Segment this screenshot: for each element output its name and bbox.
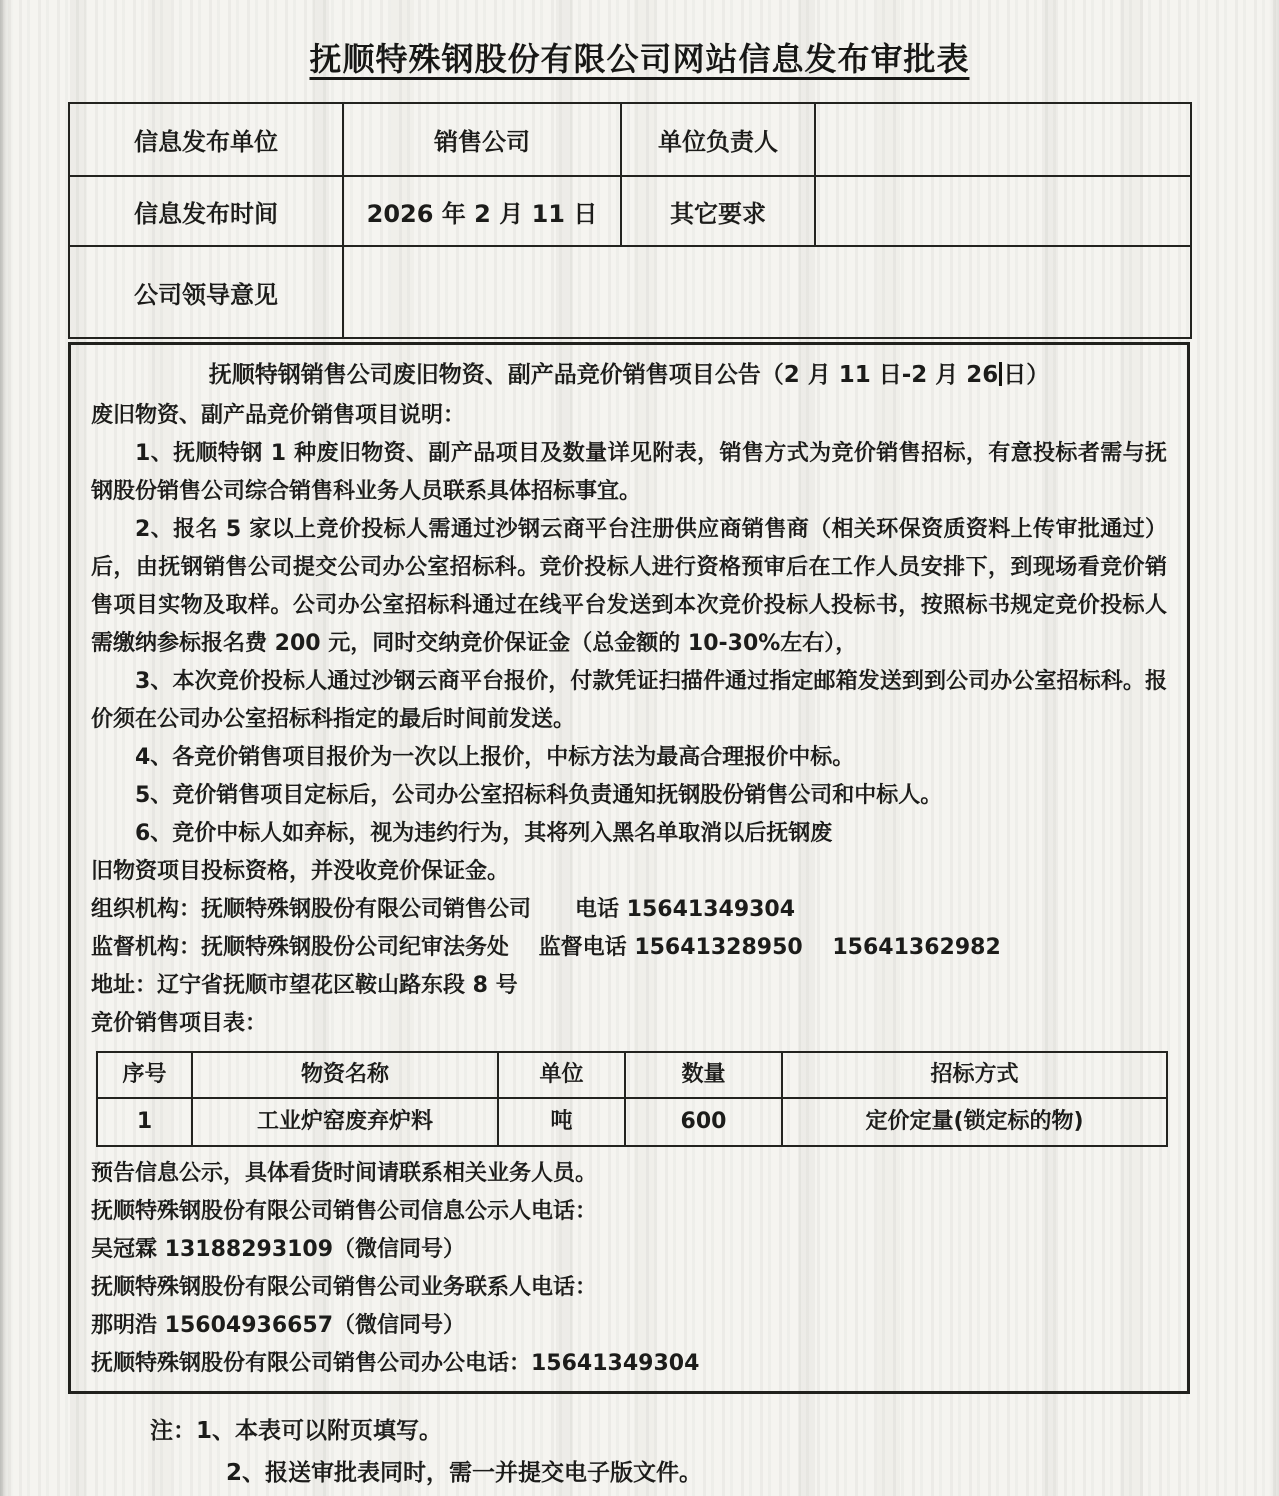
item-quantity: 600 xyxy=(625,1098,782,1146)
info-label-unit-leader: 单位负责人 xyxy=(621,103,815,176)
notes-prefix: 注： xyxy=(150,1418,196,1444)
items-table-caption: 竞价销售项目表： xyxy=(91,1011,268,1036)
item-bid-method: 定价定量(锁定标的物) xyxy=(782,1098,1167,1146)
info-label-publish-unit: 信息发布单位 xyxy=(69,103,343,176)
text-cursor-mark xyxy=(999,362,1002,386)
preview-notice: 预告信息公示，具体看货时间请联系相关业务人员。 xyxy=(91,1161,598,1186)
announcement-intro: 废旧物资、副产品竞价销售项目说明： xyxy=(91,403,466,428)
para-3: 3、本次竞价投标人通过沙钢云商平台报价，付款凭证扫描件通过指定邮箱发送到到公司办公室招标科。报价须在公司办公室招标科指定的最后时间前发送。 xyxy=(91,669,1167,732)
info-value-publish-unit: 销售公司 xyxy=(343,103,621,176)
items-header-unit: 单位 xyxy=(498,1052,625,1098)
notes-list xyxy=(196,1410,702,1494)
public-contact-title: 抚顺特殊钢股份有限公司销售公司信息公示人电话： xyxy=(91,1199,598,1224)
items-header-no: 序号 xyxy=(97,1052,192,1098)
item-unit: 吨 xyxy=(498,1098,625,1146)
announcement-heading-text: 抚顺特钢销售公司废旧物资、副产品竞价销售项目公告（2 月 11 日-2 月 26 xyxy=(208,362,999,388)
para-2: 2、报名 5 家以上竞价投标人需通过沙钢云商平台注册供应商销售商（相关环保资质资料上传审批通过）后，由抚钢销售公司提交公司办公室招标科。竞价投标人进行资格预审后在工作人员安排下，到现场看竞价销售项目实物及取样。公司办公室招标科通过在线平台发送到本次竞价投标人投标书，按照标书规定竞价投标人需缴纳参标报名费 200 元，同时交纳竞价保证金（总金额的 10-30%左右）， xyxy=(91,517,1167,656)
para-5: 5、竞价销售项目定标后，公司办公室招标科负责通知抚钢股份销售公司和中标人。 xyxy=(135,783,943,808)
info-value-other-requirements xyxy=(815,176,1191,246)
public-contact: 吴冠霖 13188293109（微信同号） xyxy=(91,1237,466,1262)
para-1: 1、抚顺特钢 1 种废旧物资、副产品项目及数量详见附表，销售方式为竞价销售招标，有意投标者需与抚钢股份销售公司综合销售科业务人员联系具体招标事宜。 xyxy=(91,441,1167,504)
items-header-bid-method: 招标方式 xyxy=(782,1052,1167,1098)
item-no: 1 xyxy=(97,1098,192,1146)
items-header-material-name: 物资名称 xyxy=(192,1052,498,1098)
business-contact-title: 抚顺特殊钢股份有限公司销售公司业务联系人电话： xyxy=(91,1275,598,1300)
items-table-header-row xyxy=(97,1052,1167,1098)
announcement-box xyxy=(68,342,1190,1394)
announcement-heading-tail: 日） xyxy=(1003,362,1050,388)
para-6-line1: 6、竞价中标人如弃标，视为违约行为，其将列入黑名单取消以后抚钢废 xyxy=(135,821,833,846)
info-row-publisher xyxy=(69,103,1191,176)
items-header-quantity: 数量 xyxy=(625,1052,782,1098)
info-label-leader-opinion: 公司领导意见 xyxy=(69,246,343,338)
para-6-line2: 旧物资项目投标资格，并没收竞价保证金。 xyxy=(91,859,510,884)
page-title: 抚顺特殊钢股份有限公司网站信息发布审批表 xyxy=(309,40,970,78)
info-table xyxy=(68,102,1192,339)
para-4: 4、各竞价销售项目报价为一次以上报价，中标方法为最高合理报价中标。 xyxy=(135,745,855,770)
items-table xyxy=(96,1051,1168,1147)
note-1: 1、本表可以附页填写。 xyxy=(196,1418,443,1444)
info-label-other-requirements: 其它要求 xyxy=(621,176,815,246)
business-contact: 那明浩 15604936657（微信同号） xyxy=(91,1313,466,1338)
item-material-name: 工业炉窑废弃炉料 xyxy=(192,1098,498,1146)
supervisor-line: 监督机构：抚顺特殊钢股份公司纪审法务处 监督电话 15641328950 15641362982 xyxy=(91,935,1001,960)
announcement-heading xyxy=(91,353,1167,397)
notes xyxy=(150,1410,1279,1494)
info-value-publish-time: 2026 年 2 月 11 日 xyxy=(343,176,621,246)
info-value-unit-leader xyxy=(815,103,1191,176)
address-line: 地址：辽宁省抚顺市望花区鞍山路东段 8 号 xyxy=(91,973,518,998)
office-phone-line: 抚顺特殊钢股份有限公司销售公司办公电话：15641349304 xyxy=(91,1351,700,1376)
info-row-leader-opinion xyxy=(69,246,1191,338)
organizer-line: 组织机构：抚顺特殊钢股份有限公司销售公司 电话 15641349304 xyxy=(91,897,796,922)
info-label-publish-time: 信息发布时间 xyxy=(69,176,343,246)
note-2: 2、报送审批表同时，需一并提交电子版文件。 xyxy=(226,1460,703,1486)
info-value-leader-opinion xyxy=(343,246,1191,338)
info-row-publish-time xyxy=(69,176,1191,246)
table-row xyxy=(97,1098,1167,1146)
